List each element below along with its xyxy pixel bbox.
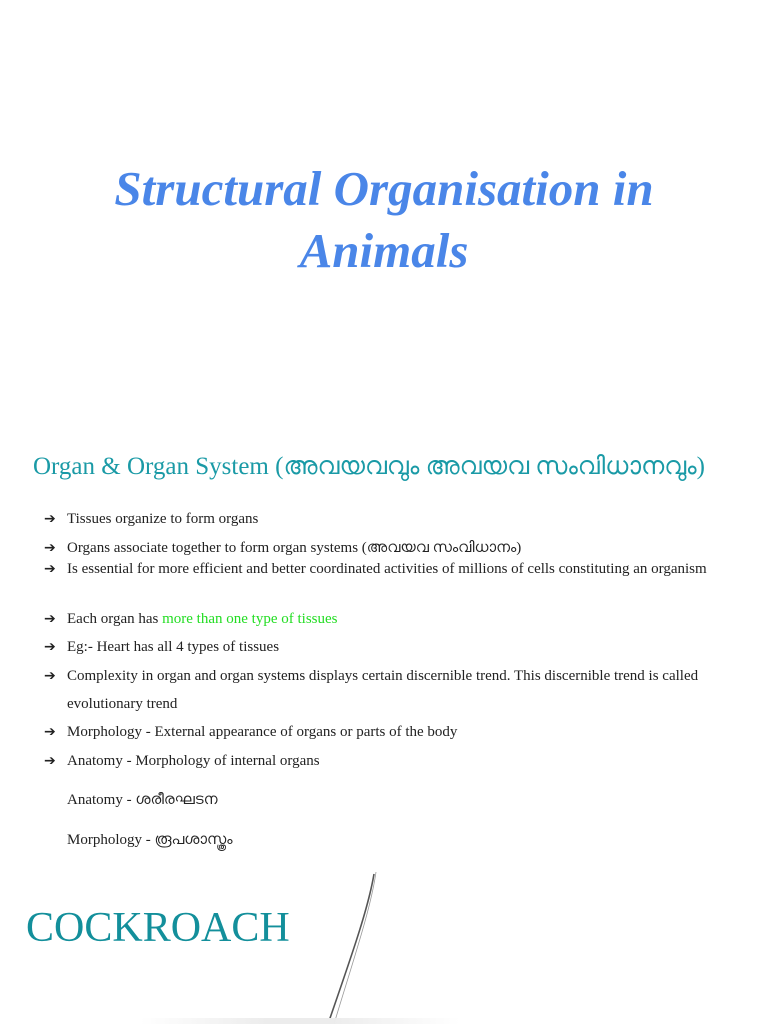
bullet-text (67, 605, 734, 633)
bullet-text: Eg:- Heart has all 4 types of tissues (67, 639, 280, 655)
bullet-text: Tissues organize to form organs (67, 511, 259, 527)
bullet-text: Organs associate together to form organ systems (അവയവ സംവിധാനം) (67, 540, 522, 556)
bullet-text: Complexity in organ and organ systems displays certain discernible trend. This discernible trend is called evolutionary trend (67, 668, 699, 712)
antenna-stroke (328, 874, 374, 1024)
page-title (0, 158, 768, 282)
arrow-right-icon: ➔ (44, 668, 56, 684)
cockroach-antenna-image (310, 860, 390, 1024)
arrow-right-icon: ➔ (44, 753, 56, 769)
title-line-2: Animals (299, 223, 469, 278)
section-heading: Organ & Organ System (അവയവവും അവയവ സംവിധാനവും) (33, 453, 705, 480)
bullet-text: Is essential for more efficient and better coordinated activities of millions of cells constituting an organism (67, 561, 707, 577)
highlighted-text: more than one type of tissues (162, 611, 338, 627)
morphology-note: Morphology - രൂപശാസ്ത്രം (67, 832, 233, 848)
cockroach-slide (0, 860, 768, 1024)
title-line-1: Structural Organisation in (114, 161, 654, 216)
list-item (44, 505, 734, 533)
bullet-text-prefix: Each organ has (67, 611, 163, 627)
list-item (44, 718, 734, 746)
list-item (44, 559, 734, 580)
list-item (44, 605, 734, 633)
arrow-right-icon: ➔ (44, 724, 56, 740)
organ-system-slide (0, 350, 768, 860)
arrow-right-icon: ➔ (44, 611, 56, 627)
list-item (44, 662, 734, 718)
arrow-right-icon: ➔ (44, 540, 56, 556)
arrow-right-icon: ➔ (44, 561, 56, 577)
cockroach-title: COCKROACH (26, 905, 290, 951)
list-item (44, 747, 734, 775)
image-shadow (140, 1018, 460, 1024)
arrow-right-icon: ➔ (44, 511, 56, 527)
title-slide (0, 0, 768, 350)
list-item (44, 534, 734, 562)
bullet-text: Anatomy - Morphology of internal organs (67, 753, 320, 769)
bullet-text: Morphology - External appearance of organs or parts of the body (67, 724, 458, 740)
anatomy-note: Anatomy - ശരീരഘടന (67, 792, 218, 808)
list-item (44, 633, 734, 661)
arrow-right-icon: ➔ (44, 639, 56, 655)
